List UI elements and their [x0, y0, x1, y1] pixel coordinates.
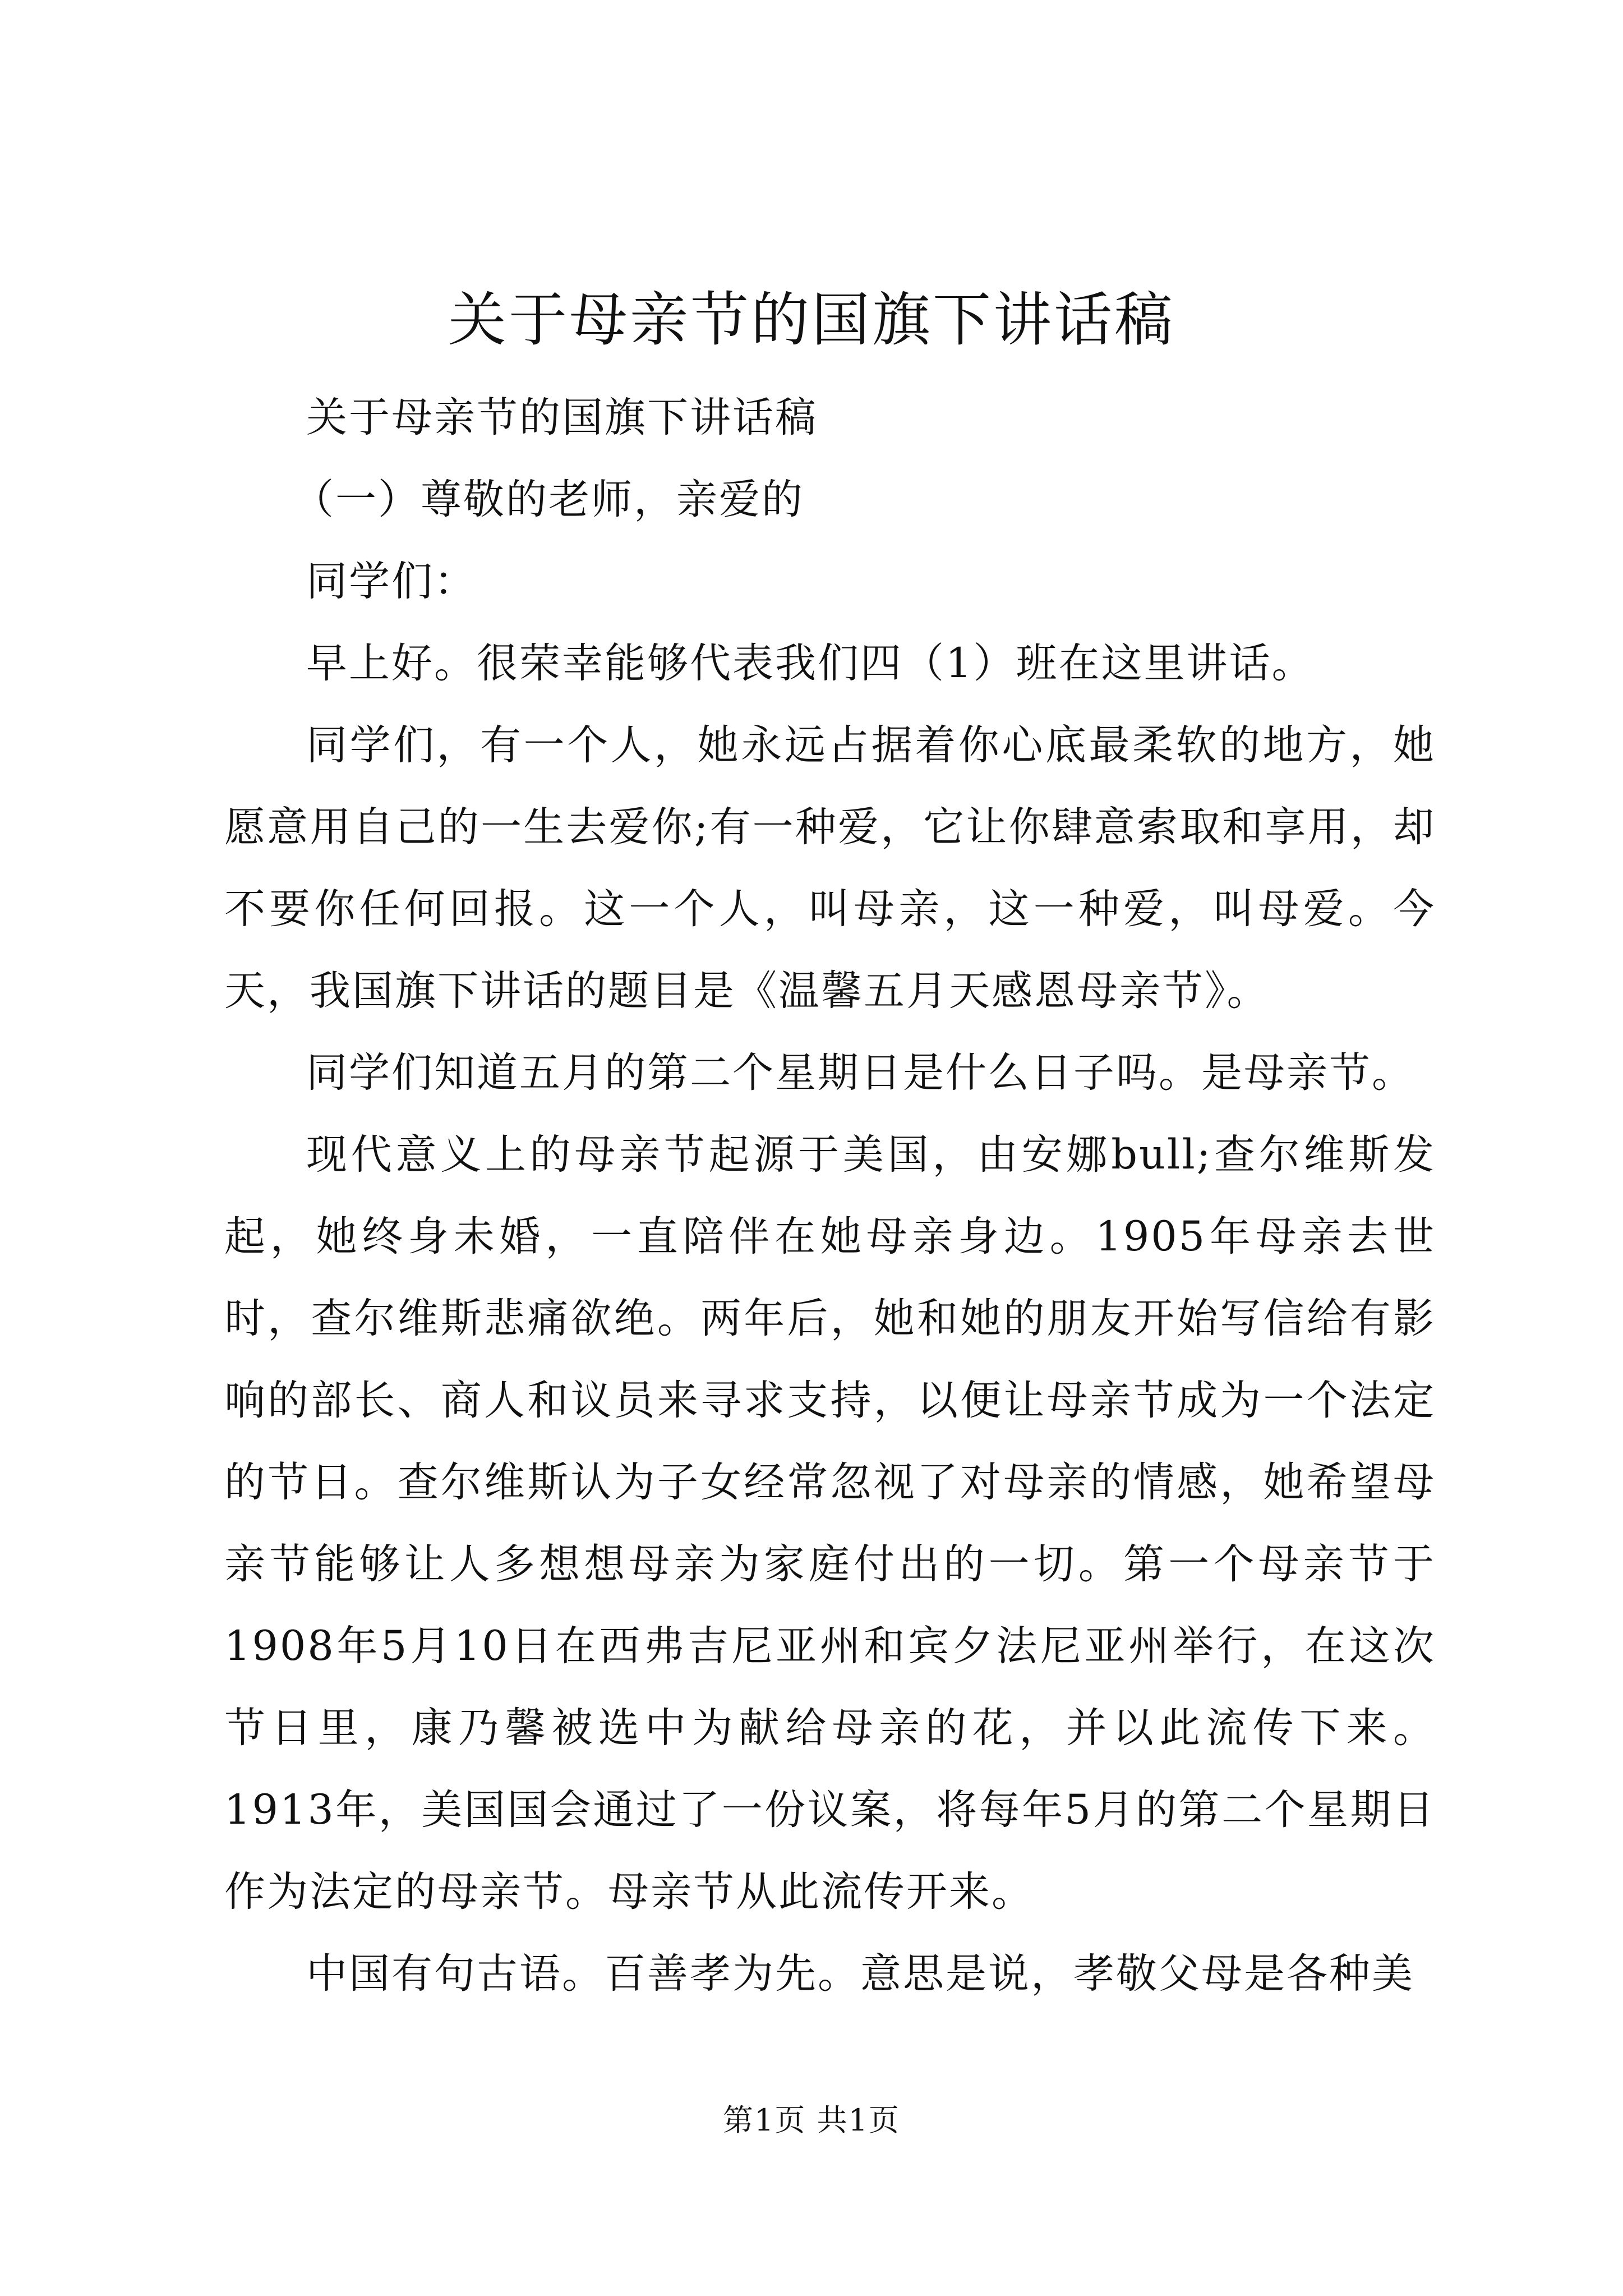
paragraph-mothers-day-date: 同学们知道五月的第二个星期日是什么日子吗。是母亲节。	[306, 1049, 1414, 1097]
paragraph-subtitle: 关于母亲节的国旗下讲话稿	[306, 394, 818, 441]
document-title: 关于母亲节的国旗下讲话稿	[448, 286, 1175, 354]
paragraph-mother-love: 同学们，有一个人，她永远占据着你心底最柔软的地方，她愿意用自己的一生去爱你;有一种爱，它让你肆意索取和享用，却不要你任何回报。这一个人，叫母亲，这一种爱，叫母爱。今天，我国旗下讲话的题目是《温馨五月天感恩母亲节》。	[224, 721, 1436, 1015]
page-footer: 第1页 共1页	[723, 2102, 900, 2138]
paragraph-salutation: （一）尊敬的老师，亲爱的	[293, 476, 804, 523]
document-body	[224, 377, 1436, 2015]
paragraph-origin: 现代意义上的母亲节起源于美国，由安娜bull;查尔维斯发起，她终身未婚，一直陪伴在她母亲身边。1905年母亲去世时，查尔维斯悲痛欲绝。两年后，她和她的朋友开始写信给有影响的部长、商人和议员来寻求支持，以便让母亲节成为一个法定的节日。查尔维斯认为子女经常忽视了对母亲的情感，她希望母亲节能够让人多想想母亲为家庭付出的一切。第一个母亲节于1908年5月10日在西弗吉尼亚州和宾夕法尼亚州举行，在这次节日里，康乃馨被选中为献给母亲的花，并以此流传下来。1913年，美国国会通过了一份议案，将每年5月的第二个星期日作为法定的母亲节。母亲节从此流传开来。	[224, 1131, 1436, 1916]
paragraph-chinese-proverb: 中国有句古语。百善孝为先。意思是说，孝敬父母是各种美	[306, 1950, 1414, 1998]
paragraph-classmates: 同学们：	[306, 558, 477, 605]
paragraph-greeting: 早上好。很荣幸能够代表我们四（1）班在这里讲话。	[306, 639, 1315, 687]
